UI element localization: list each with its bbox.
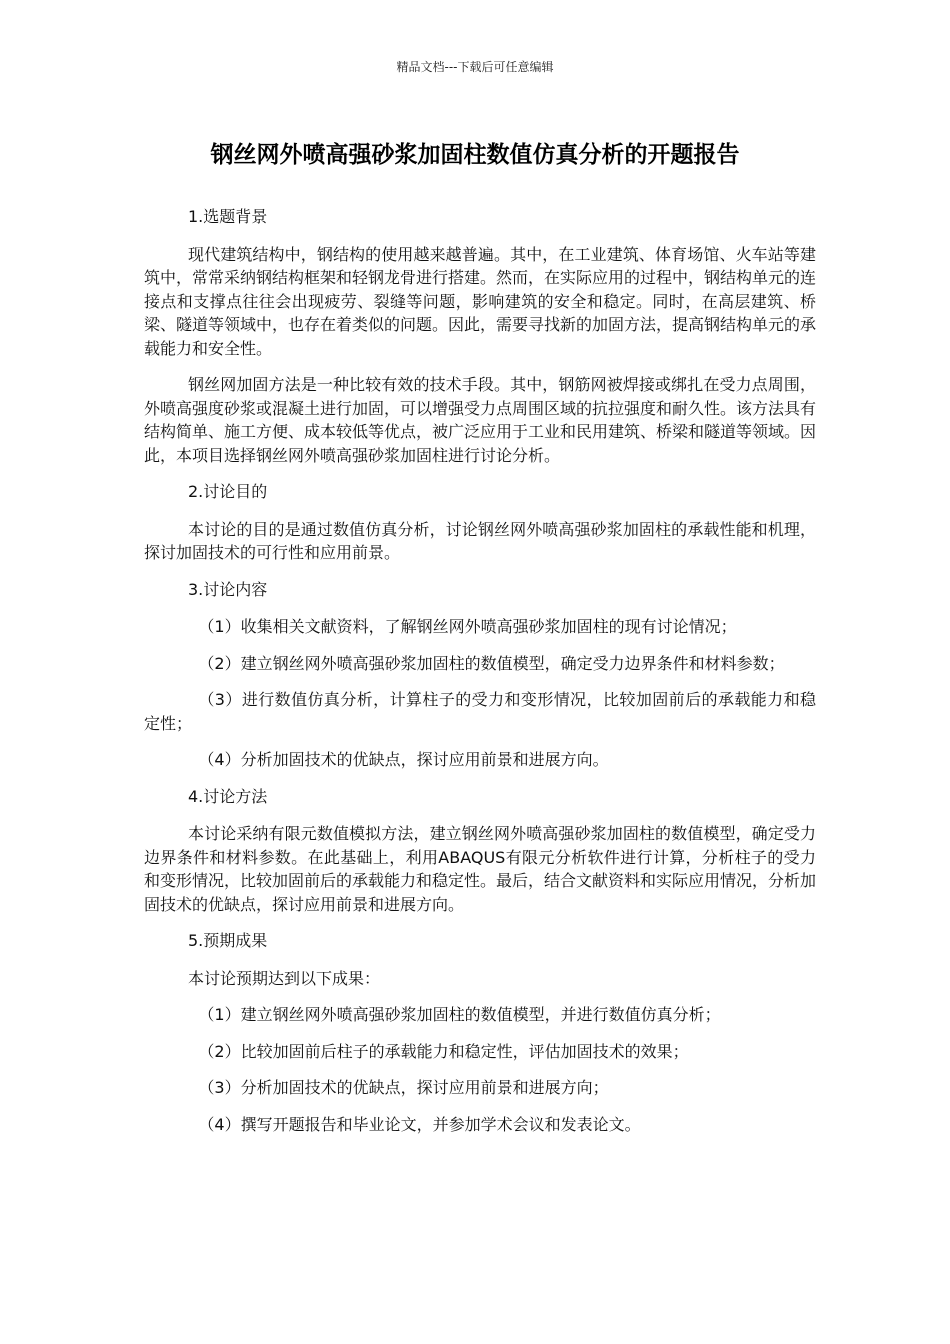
list-item: （4）分析加固技术的优缺点，探讨应用前景和进展方向。: [198, 750, 609, 769]
paragraph: 本讨论预期达到以下成果：: [188, 968, 381, 988]
list-item: （1）建立钢丝网外喷高强砂浆加固柱的数值模型，并进行数值仿真分析；: [198, 1005, 721, 1024]
paragraph: 本讨论的目的是通过数值仿真分析，讨论钢丝网外喷高强砂浆加固柱的承载性能和机理，探讨加固技术的可行性和应用前景。: [144, 519, 816, 562]
list-item: （1）收集相关文献资料，了解钢丝网外喷高强砂浆加固柱的现有讨论情况；: [198, 617, 737, 636]
list-item: （2）比较加固前后柱子的承载能力和稳定性，评估加固技术的效果；: [198, 1041, 689, 1061]
section-heading-background: 1.选题背景: [188, 207, 268, 226]
list-item: （2）建立钢丝网外喷高强砂浆加固柱的数值模型，确定受力边界条件和材料参数；: [198, 653, 785, 673]
document-body: [144, 205, 816, 1149]
section-heading-results: 5.预期成果: [188, 931, 268, 950]
paragraph: 钢丝网加固方法是一种比较有效的技术手段。其中，钢筋网被焊接或绑扎在受力点周围，外喷高强度砂浆或混凝土进行加固，可以增强受力点周围区域的抗拉强度和耐久性。该方法具有结构简单、施工方便、成本较低等优点，被广泛应用于工业和民用建筑、桥梁和隧道等领域。因此，本项目选择钢丝网外喷高强砂浆加固柱进行讨论分析。: [144, 375, 817, 465]
list-item: （3）分析加固技术的优缺点，探讨应用前景和进展方向；: [198, 1078, 609, 1097]
document-title: 钢丝网外喷高强砂浆加固柱数值仿真分析的开题报告: [210, 142, 740, 168]
section-heading-purpose: 2.讨论目的: [188, 482, 268, 501]
list-item: （4）撰写开题报告和毕业论文，并参加学术会议和发表论文。: [198, 1114, 641, 1134]
paragraph: 本讨论采纳有限元数值模拟方法，建立钢丝网外喷高强砂浆加固柱的数值模型，确定受力边界条件和材料参数。在此基础上，利用ABAQUS有限元分析软件进行计算，分析柱子的受力和变形情况，比较加固前后的承载能力和稳定性。最后，结合文献资料和实际应用情况，分析加固技术的优缺点，探讨应用前景和进展方向。: [144, 824, 817, 914]
section-heading-content: 3.讨论内容: [188, 579, 268, 599]
list-item: （3）进行数值仿真分析，计算柱子的受力和变形情况，比较加固前后的承载能力和稳定性；: [144, 690, 816, 733]
header-note: 精品文档---下载后可任意编辑: [396, 60, 554, 74]
section-heading-method: 4.讨论方法: [188, 786, 268, 806]
paragraph: 现代建筑结构中，钢结构的使用越来越普遍。其中，在工业建筑、体育场馆、火车站等建筑中，常常采纳钢结构框架和轻钢龙骨进行搭建。然而，在实际应用的过程中，钢结构单元的连接点和支撑点往往会出现疲劳、裂缝等问题，影响建筑的安全和稳定。同时，在高层建筑、桥梁、隧道等领域中，也存在着类似的问题。因此，需要寻找新的加固方法，提高钢结构单元的承载能力和安全性。: [144, 244, 817, 358]
